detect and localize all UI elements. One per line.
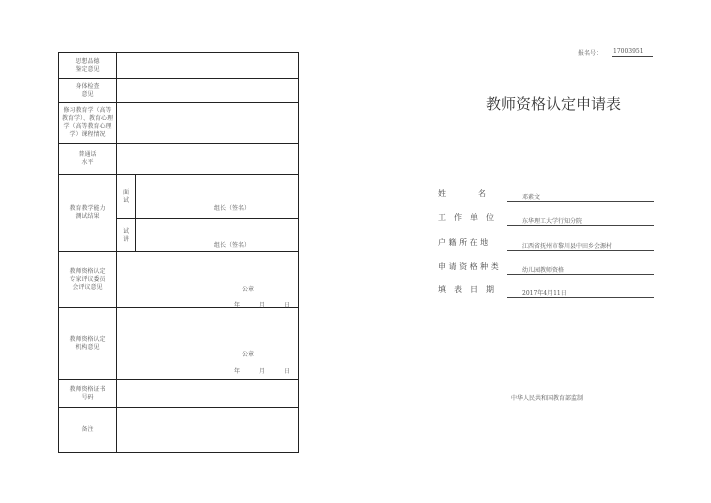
health-check-label: 身体检查 意见: [59, 79, 117, 102]
table-row: [59, 308, 298, 380]
certificate-number-label: 教师资格证书 号码: [59, 380, 117, 407]
table-row: [59, 79, 298, 103]
interview-subrow: [117, 175, 298, 219]
trial-lecture-subrow: [117, 219, 298, 252]
month-label: 月: [259, 302, 266, 309]
health-check-field[interactable]: [117, 79, 298, 102]
name-value[interactable]: 邓素文: [522, 194, 541, 201]
expert-review-label: 教师资格认定 专家评议委员 会评议意见: [59, 252, 117, 307]
seal-label: 公章: [242, 286, 255, 293]
expert-review-field[interactable]: [117, 252, 298, 307]
moral-appraisal-field[interactable]: [117, 53, 298, 78]
day-label: 日: [284, 368, 291, 375]
work-unit-label: 工 作 单 位: [438, 213, 494, 222]
fill-date-label: 填 表 日 期: [438, 285, 494, 294]
assessment-table: [58, 52, 299, 453]
table-row: [59, 53, 298, 79]
mandarin-level-field[interactable]: [117, 144, 298, 174]
qualification-type-value[interactable]: 幼儿园教师资格: [522, 267, 565, 274]
name-underline: [507, 201, 654, 202]
table-row: [59, 408, 298, 452]
table-row: [59, 144, 298, 175]
authority-opinion-field[interactable]: [117, 308, 298, 379]
qualification-type-label: 申 请 资 格 种 类: [438, 262, 499, 271]
table-row: [59, 175, 298, 252]
course-study-field[interactable]: [117, 103, 298, 143]
issuer-text: 中华人民共和国教育部监制: [511, 395, 584, 402]
mandarin-level-label: 普通话 水平: [59, 144, 117, 174]
seal-label: 公章: [242, 351, 255, 358]
name-label: 姓 名: [438, 189, 486, 198]
fill-date-value[interactable]: 2017年4月11日: [522, 290, 567, 297]
teaching-ability-label: 教育教学能力 测试结果: [59, 175, 117, 251]
table-row: [59, 252, 298, 308]
work-unit-underline: [507, 225, 654, 226]
trial-lecture-label: 试 讲: [117, 219, 136, 252]
table-row: [59, 380, 298, 408]
fill-date-underline: [507, 297, 654, 298]
leader-signature-label: 组长（签名）: [214, 242, 251, 249]
year-label: 年: [234, 302, 241, 309]
registration-number-label: 报名号：: [578, 50, 603, 57]
household-register-underline: [507, 250, 654, 251]
household-register-value[interactable]: 江西省抚州市黎川县中田乡会源村: [522, 243, 613, 250]
month-label: 月: [259, 368, 266, 375]
registration-number-underline: [612, 56, 653, 57]
registration-number-value: 17003951: [613, 48, 644, 55]
certificate-number-field[interactable]: [117, 380, 298, 407]
remarks-label: 备注: [59, 408, 117, 452]
year-label: 年: [234, 368, 241, 375]
interview-label: 面 试: [117, 175, 136, 218]
authority-opinion-label: 教师资格认定 机构意见: [59, 308, 117, 379]
day-label: 日: [284, 302, 291, 309]
remarks-field[interactable]: [117, 408, 298, 452]
table-row: [59, 103, 298, 144]
leader-signature-label: 组长（签名）: [214, 205, 251, 212]
household-register-label: 户 籍 所 在 地: [438, 238, 489, 247]
work-unit-value[interactable]: 东华理工大学行知分院: [522, 218, 583, 225]
moral-appraisal-label: 思想品德 鉴定意见: [59, 53, 117, 78]
form-title: 教师资格认定申请表: [486, 95, 622, 113]
qualification-type-underline: [507, 274, 654, 275]
course-study-label: 修习教育学（高等教育学）、教育心理学（高等教育心理学）课程情况: [59, 103, 117, 143]
